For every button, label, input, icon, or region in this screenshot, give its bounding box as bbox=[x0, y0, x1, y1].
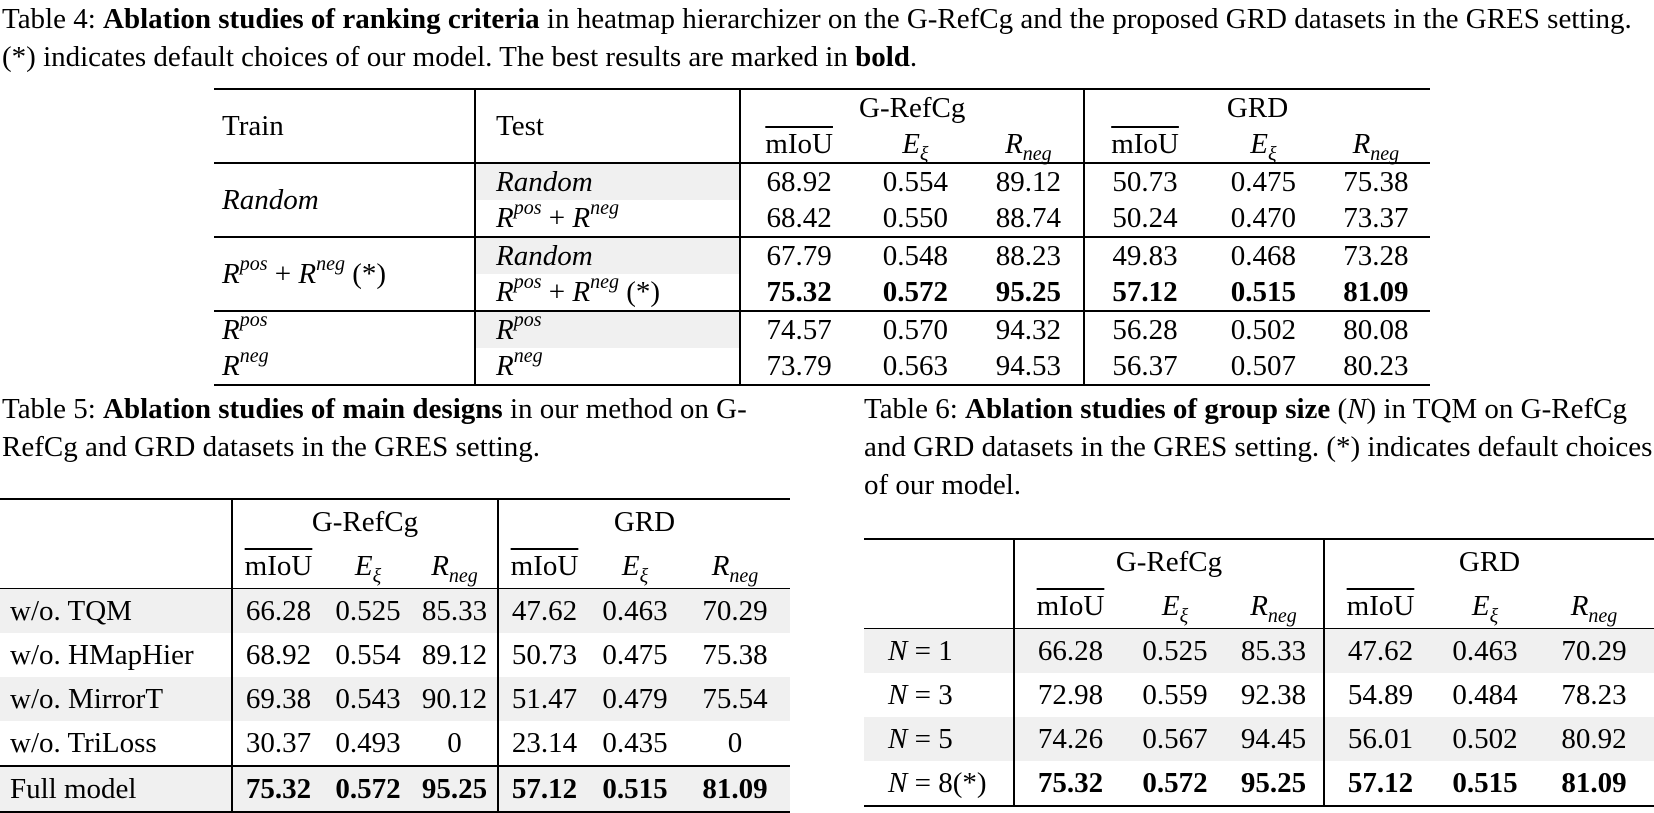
row-label: N = 8(*) bbox=[864, 761, 1014, 806]
cell: 74.57 bbox=[740, 311, 857, 348]
cell: 89.12 bbox=[421, 639, 488, 671]
cell-best: 57.12 bbox=[498, 766, 590, 812]
test-rpos-rneg-default: $R^{pos} + R^{neg}$ (*) bbox=[475, 274, 740, 311]
train-rpos-rneg-default: $R^{pos} + R^{neg}$ (*) bbox=[214, 237, 475, 311]
caption-end: . bbox=[909, 41, 918, 73]
cell: 70.29 bbox=[1534, 629, 1654, 674]
caption-title: Ablation studies of main designs bbox=[103, 393, 503, 425]
row-label: w/o. TQM bbox=[0, 589, 232, 634]
cell: 80.92 bbox=[1561, 723, 1627, 755]
metric-e-xi: $E_\xi$ bbox=[902, 128, 929, 165]
cell: 0 bbox=[447, 727, 462, 759]
table5 bbox=[0, 498, 790, 813]
row-label: w/o. MirrorT bbox=[10, 683, 164, 715]
cell: 75.54 bbox=[702, 683, 768, 715]
cell: 0.463 bbox=[1436, 629, 1534, 674]
cell: 72.98 bbox=[1014, 673, 1126, 717]
cell: 56.28 bbox=[1084, 311, 1205, 348]
metric-e-xi: $E_\xi$ bbox=[621, 550, 649, 587]
caption-prefix: Table 4: bbox=[2, 3, 104, 35]
cell: 0.463 bbox=[590, 589, 680, 634]
cell: 66.28 bbox=[1014, 629, 1126, 674]
group-grd: GRD bbox=[1324, 539, 1654, 584]
cell: 89.12 bbox=[974, 163, 1084, 200]
metric-e-xi: $E_\xi$ bbox=[1250, 128, 1277, 165]
cell: 0.550 bbox=[882, 202, 948, 234]
cell: 0.554 bbox=[857, 163, 974, 200]
cell: 80.08 bbox=[1322, 311, 1430, 348]
table6 bbox=[864, 538, 1654, 807]
cell: 68.92 bbox=[232, 633, 324, 677]
group-grd: GRD bbox=[1084, 89, 1430, 126]
cell: 50.73 bbox=[498, 633, 590, 677]
cell: 0.475 bbox=[1205, 163, 1322, 200]
group-grefcg: G-RefCg bbox=[740, 89, 1084, 126]
empty-header bbox=[864, 539, 1014, 629]
cell: 75.38 bbox=[702, 639, 768, 671]
caption-text: in heatmap hierarchizer on the G-RefCg and the proposed GRD datasets in the GRES setting. (*) indicates default choices of our model. The best results are marked in bbox=[2, 3, 1632, 73]
cell: 0.468 bbox=[1205, 237, 1322, 274]
cell-best: 0.572 bbox=[882, 276, 948, 308]
cell-best: 75.32 bbox=[1014, 761, 1126, 806]
cell-best: 81.09 bbox=[1534, 761, 1654, 806]
cell: 0.525 bbox=[324, 589, 412, 634]
cell-best: 0.515 bbox=[1230, 276, 1296, 308]
metric-rneg: $R_{neg}$ bbox=[431, 550, 478, 587]
test-random: Random bbox=[475, 237, 740, 274]
metric-miou: mIoU bbox=[498, 544, 590, 589]
cell: 56.37 bbox=[1084, 348, 1205, 385]
caption-paren: ( bbox=[1330, 393, 1348, 425]
cell: 30.37 bbox=[232, 721, 324, 766]
cell: 0.502 bbox=[1205, 311, 1322, 348]
cell: 69.38 bbox=[232, 677, 324, 721]
metric-miou: mIoU bbox=[740, 126, 857, 163]
cell-best: 57.12 bbox=[1324, 761, 1436, 806]
metric-e-xi: $E_\xi$ bbox=[1471, 590, 1499, 627]
metric-rneg: $R_{neg}$ bbox=[1250, 590, 1297, 627]
row-label: N = 3 bbox=[888, 679, 953, 711]
cell: 49.83 bbox=[1084, 237, 1205, 274]
metric-miou: mIoU bbox=[1014, 584, 1126, 629]
cell: 0.567 bbox=[1142, 723, 1208, 755]
table4 bbox=[214, 88, 1430, 386]
cell: 85.33 bbox=[1224, 629, 1324, 674]
empty-header bbox=[0, 499, 232, 589]
metric-miou: mIoU bbox=[232, 544, 324, 589]
metric-miou: mIoU bbox=[1324, 584, 1436, 629]
group-grd: GRD bbox=[498, 499, 790, 544]
row-label: w/o. TriLoss bbox=[10, 727, 157, 759]
cell: 85.33 bbox=[412, 589, 498, 634]
metric-e-xi: $E_\xi$ bbox=[1161, 590, 1189, 627]
cell: 56.01 bbox=[1324, 717, 1436, 761]
cell: 66.28 bbox=[232, 589, 324, 634]
caption-n: N bbox=[1347, 393, 1367, 425]
train-random: Random bbox=[214, 163, 475, 237]
cell: 47.62 bbox=[1324, 629, 1436, 674]
table5-caption bbox=[2, 390, 792, 466]
test-rneg: $R^{neg}$ bbox=[475, 348, 740, 385]
cell: 78.23 bbox=[1561, 679, 1627, 711]
cell-best: 75.32 bbox=[740, 274, 857, 311]
cell: 70.29 bbox=[680, 589, 790, 634]
cell: 74.26 bbox=[1014, 717, 1126, 761]
cell: 88.23 bbox=[974, 237, 1084, 274]
group-grefcg: G-RefCg bbox=[232, 499, 498, 544]
cell: 0.548 bbox=[857, 237, 974, 274]
table6-caption bbox=[864, 390, 1654, 504]
cell: 0.563 bbox=[857, 348, 974, 385]
cell: 0.475 bbox=[602, 639, 668, 671]
cell: 67.79 bbox=[740, 237, 857, 274]
cell: 80.23 bbox=[1322, 348, 1430, 385]
cell-best: 57.12 bbox=[1084, 274, 1205, 311]
cell: 0.543 bbox=[335, 683, 401, 715]
cell: 94.53 bbox=[974, 348, 1084, 385]
caption-bold-word: bold bbox=[855, 41, 910, 73]
cell-best: 0.572 bbox=[324, 766, 412, 812]
cell: 23.14 bbox=[498, 721, 590, 766]
train-rpos: $R^{pos}$ bbox=[214, 311, 475, 348]
cell: 94.45 bbox=[1240, 723, 1307, 755]
metric-e-xi: $E_\xi$ bbox=[354, 550, 382, 587]
caption-title: Ablation studies of ranking criteria bbox=[103, 3, 540, 35]
group-grefcg: G-RefCg bbox=[1014, 539, 1324, 584]
cell-best: 95.25 bbox=[412, 766, 498, 812]
cell-best: 81.09 bbox=[1343, 276, 1409, 308]
test-rpos: $R^{pos}$ bbox=[475, 311, 740, 348]
col-test: Test bbox=[475, 89, 740, 163]
cell: 75.38 bbox=[1322, 163, 1430, 200]
cell: 88.74 bbox=[995, 202, 1062, 234]
caption-prefix: Table 6: bbox=[864, 393, 966, 425]
cell: 50.24 bbox=[1084, 200, 1205, 237]
cell-best: 81.09 bbox=[680, 766, 790, 812]
cell: 0.502 bbox=[1452, 723, 1518, 755]
cell: 0.493 bbox=[335, 727, 401, 759]
table4-caption bbox=[2, 0, 1652, 76]
cell: 73.79 bbox=[740, 348, 857, 385]
cell: 0 bbox=[727, 727, 743, 759]
cell: 0.554 bbox=[335, 639, 401, 671]
cell-best: 75.32 bbox=[232, 766, 324, 812]
caption-title: Ablation studies of group size bbox=[965, 393, 1331, 425]
cell: 0.479 bbox=[602, 683, 668, 715]
cell: 68.92 bbox=[740, 163, 857, 200]
cell: 0.525 bbox=[1126, 629, 1224, 674]
cell: 50.73 bbox=[1084, 163, 1205, 200]
train-rneg: $R^{neg}$ bbox=[214, 348, 475, 385]
cell: 0.559 bbox=[1142, 679, 1208, 711]
cell-best: 0.572 bbox=[1126, 761, 1224, 806]
cell: 94.32 bbox=[974, 311, 1084, 348]
row-label: w/o. HMapHier bbox=[10, 639, 194, 671]
cell: 0.507 bbox=[1205, 348, 1322, 385]
cell-best: 95.25 bbox=[995, 276, 1062, 308]
cell-best: 0.515 bbox=[1436, 761, 1534, 806]
cell: 68.42 bbox=[740, 200, 857, 237]
cell: 0.435 bbox=[602, 727, 668, 759]
cell: 73.37 bbox=[1343, 202, 1409, 234]
cell: 92.38 bbox=[1240, 679, 1307, 711]
cell: 0.484 bbox=[1452, 679, 1518, 711]
test-rpos-rneg: $R^{pos} + R^{neg}$ bbox=[475, 200, 740, 237]
metric-rneg: $R_{neg}$ bbox=[1570, 590, 1618, 627]
metric-miou: mIoU bbox=[1084, 126, 1205, 163]
row-label: N = 1 bbox=[864, 629, 1014, 674]
metric-rneg: $R_{neg}$ bbox=[1005, 128, 1052, 165]
cell: 51.47 bbox=[498, 677, 590, 721]
cell: 73.28 bbox=[1322, 237, 1430, 274]
cell-best: 95.25 bbox=[1224, 761, 1324, 806]
cell: 90.12 bbox=[421, 683, 488, 715]
metric-rneg: $R_{neg}$ bbox=[711, 550, 759, 587]
cell: 0.470 bbox=[1230, 202, 1296, 234]
cell: 47.62 bbox=[498, 589, 590, 634]
caption-text: in our method on G-RefCg and GRD datasets in the GRES setting. bbox=[2, 393, 747, 463]
row-label: Full model bbox=[0, 766, 232, 812]
cell: 0.570 bbox=[857, 311, 974, 348]
row-label: N = 5 bbox=[888, 723, 953, 755]
caption-text: ) in TQM on G-RefCg and GRD datasets in the GRES setting. (*) indicates default choices of our model. bbox=[864, 393, 1653, 501]
caption-prefix: Table 5: bbox=[2, 393, 104, 425]
metric-rneg: $R_{neg}$ bbox=[1352, 128, 1400, 165]
cell-best: 0.515 bbox=[590, 766, 680, 812]
col-train: Train bbox=[214, 89, 475, 163]
cell: 54.89 bbox=[1324, 673, 1436, 717]
test-random: Random bbox=[475, 163, 740, 200]
